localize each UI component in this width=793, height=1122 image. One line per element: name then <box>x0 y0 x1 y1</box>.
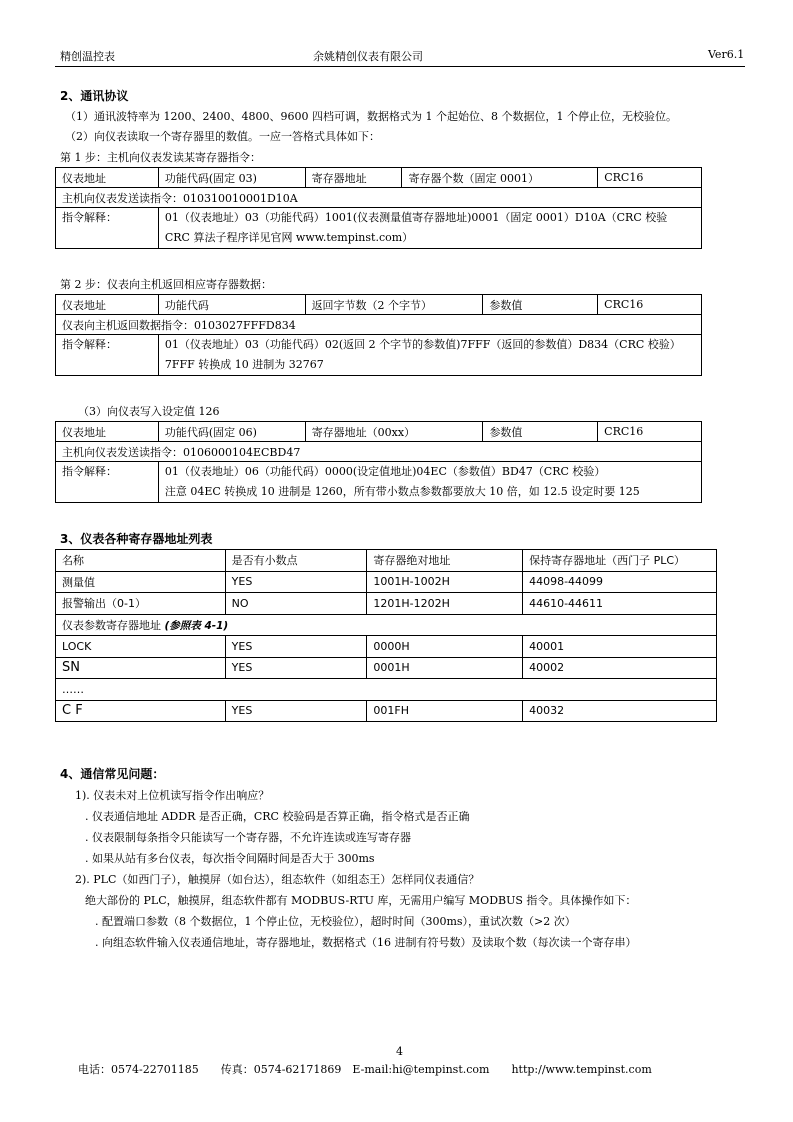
table-row <box>56 315 702 335</box>
table-header: 名称 <box>56 550 226 572</box>
question-1: 1). 仪表未对上位机读写指令作出响应？ <box>75 789 270 802</box>
table-cell: 1201H-1202H <box>367 593 523 615</box>
explain-label: 指令解释： <box>56 208 159 249</box>
command-cell: 主机向仪表发送读指令：0106000104ECBD47 <box>56 442 702 462</box>
table-cell: C F <box>56 700 226 722</box>
table-cell: 功能代码 <box>158 295 305 315</box>
table-cell: YES <box>225 571 367 593</box>
question-2: 2). PLC（如西门子），触摸屏（如台达），组态软件（如组态王）怎样同仪表通信？ <box>75 873 480 886</box>
table-row <box>56 335 702 376</box>
table-cell: 寄存器个数（固定 0001） <box>402 168 598 188</box>
answer-2: 绝大部份的 PLC，触摸屏，组态软件都有 MODBUS-RTU 库，无需用户编写 MODBUS 指令。具体操作如下： <box>85 894 637 907</box>
section2-title: 2、通讯协议 <box>60 89 129 103</box>
table-cell: 参数值 <box>483 422 598 442</box>
table-row <box>56 462 702 503</box>
answer-2-item: . 向组态软件输入仪表通信地址，寄存器地址，数据格式（16 进制有符号数）及读取个数（每次读一个寄存串） <box>95 936 637 949</box>
table-cell: 寄存器地址（00xx） <box>305 422 483 442</box>
header-right: Ver6.1 <box>708 48 745 61</box>
table-cell: 仪表地址 <box>56 295 159 315</box>
explain-text <box>158 462 701 503</box>
table-row <box>56 593 717 615</box>
table-cell: YES <box>225 657 367 679</box>
explain-line-2: 注意 04EC 转换成 10 进制是 1260，所有带小数点参数都要放大 10 倍，如 12.5 设定时要 125 <box>164 485 640 498</box>
answer-1-item: . 如果从站有多台仪表，每次指令间隔时间是否大于 300ms <box>85 852 375 865</box>
table-cell: YES <box>225 700 367 722</box>
section4-title: 4、通信常见问题： <box>60 767 165 781</box>
table-cell: 仪表地址 <box>56 422 159 442</box>
ellipsis-cell: …… <box>56 679 717 701</box>
table-cell: NO <box>225 593 367 615</box>
table-cell: 报警输出（0-1） <box>56 593 226 615</box>
table-row <box>56 295 702 315</box>
header-left: 精创温控表 <box>60 50 115 63</box>
explain-line-1: 01（仪表地址）06（功能代码）0000(设定值地址)04EC（参数值）BD47（CRC 校验） <box>164 465 606 478</box>
header-rule <box>55 66 745 67</box>
table-row <box>56 168 702 188</box>
part3-title: （3）向仪表写入设定值 126 <box>78 405 220 418</box>
table-row <box>56 422 702 442</box>
table-cell: 44610-44611 <box>523 593 717 615</box>
table-cell: 功能代码(固定 03) <box>158 168 305 188</box>
table-cell: 40032 <box>523 700 717 722</box>
table-cell: 40001 <box>523 636 717 658</box>
command-cell: 主机向仪表发送读指令：010310010001D10A <box>56 188 702 208</box>
explain-text: 01（仪表地址）03（功能代码）02(返回 2 个字节的参数值)7FFF（返回的参数值）D834（CRC 校验） 7FFF 转换成 10 进制为 32767 <box>158 335 701 376</box>
table-cell: CRC16 <box>598 295 702 315</box>
table-row <box>56 614 717 636</box>
span-note: (参照表 4-1) <box>164 619 229 632</box>
table-cell: LOCK <box>56 636 226 658</box>
footer-contact: 电话：0574-22701185 传真：0574-62171869 E-mail:hi@tempinst.com http://www.tempinst.com <box>78 1063 652 1076</box>
step1-title: 第 1 步：主机向仪表发读某寄存器指令： <box>60 151 261 164</box>
table-row <box>56 636 717 658</box>
table-row <box>56 657 717 679</box>
table-cell: 44098-44099 <box>523 571 717 593</box>
table-cell: 1001H-1002H <box>367 571 523 593</box>
step1-table <box>55 167 702 249</box>
section3-title: 3、仪表各种寄存器地址列表 <box>60 532 213 546</box>
explain-label: 指令解释： <box>56 335 159 376</box>
span-cell <box>56 614 717 636</box>
table-row <box>56 442 702 462</box>
table-row <box>56 208 702 249</box>
table-cell: 001FH <box>367 700 523 722</box>
table-row <box>56 700 717 722</box>
table-cell: 功能代码(固定 06) <box>158 422 305 442</box>
register-table <box>55 549 717 722</box>
table-header: 保持寄存器地址（西门子 PLC） <box>523 550 717 572</box>
page-number: 4 <box>396 1045 403 1058</box>
step2-table <box>55 294 702 376</box>
part3-table <box>55 421 702 503</box>
table-cell: 0001H <box>367 657 523 679</box>
table-header: 是否有小数点 <box>225 550 367 572</box>
table-cell: CRC16 <box>598 422 702 442</box>
table-cell: 测量值 <box>56 571 226 593</box>
table-cell: 参数值 <box>483 295 598 315</box>
table-cell: 寄存器地址 <box>305 168 402 188</box>
answer-2-item: . 配置端口参数（8 个数据位，1 个停止位，无校验位），超时时间（300ms），重试次数（>2 次） <box>95 915 576 928</box>
table-row <box>56 550 717 572</box>
step2-title: 第 2 步：仪表向主机返回相应寄存器数据： <box>60 278 272 291</box>
table-cell: SN <box>56 657 226 679</box>
header-center: 余姚精创仪表有限公司 <box>313 50 423 63</box>
answer-1-item: . 仪表限制每条指令只能读写一个寄存器，不允许连读或连写寄存器 <box>85 831 411 844</box>
table-cell: 返回字节数（2 个字节） <box>305 295 483 315</box>
span-label: 仪表参数寄存器地址 <box>62 618 161 632</box>
table-row <box>56 571 717 593</box>
explain-text: 01（仪表地址）03（功能代码）1001(仪表测量值寄存器地址)0001（固定 0001）D10A（CRC 校验 CRC 算法子程序详见官网 www.tempinst.com） <box>158 208 701 249</box>
table-row <box>56 679 717 701</box>
command-cell: 仪表向主机返回数据指令：0103027FFFD834 <box>56 315 702 335</box>
table-cell: 仪表地址 <box>56 168 159 188</box>
section2-p2: （2）向仪表读取一个寄存器里的数值。一应一答格式具体如下： <box>65 130 380 143</box>
table-row <box>56 188 702 208</box>
answer-1-item: . 仪表通信地址 ADDR 是否正确，CRC 校验码是否算正确，指令格式是否正确 <box>85 810 470 823</box>
section2-p1: （1）通讯波特率为 1200、2400、4800、9600 四档可调，数据格式为 1 个起始位、8 个数据位，1 个停止位，无校验位。 <box>65 110 677 123</box>
explain-label: 指令解释： <box>56 462 159 503</box>
table-cell: CRC16 <box>598 168 702 188</box>
table-cell: YES <box>225 636 367 658</box>
table-cell: 40002 <box>523 657 717 679</box>
table-header: 寄存器绝对地址 <box>367 550 523 572</box>
table-cell: 0000H <box>367 636 523 658</box>
